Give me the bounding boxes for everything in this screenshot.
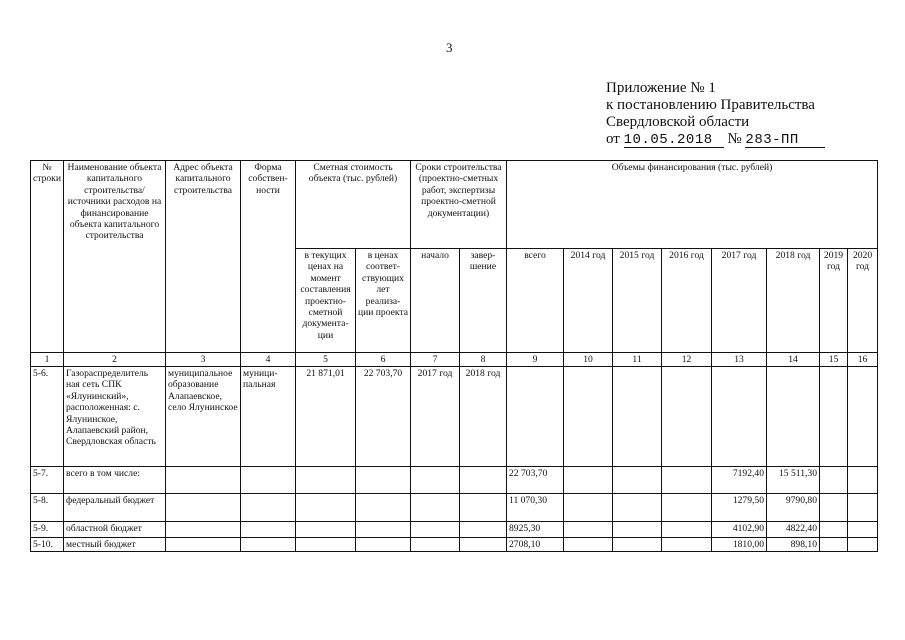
- cost-current: [296, 467, 356, 494]
- ownership-form: [241, 538, 296, 552]
- funding-2019: [820, 494, 848, 522]
- decree-number: 283-ПП: [745, 132, 799, 148]
- start-year: [411, 538, 460, 552]
- funding-2015: [613, 522, 662, 538]
- column-number: 1: [31, 353, 64, 367]
- table-row: [31, 522, 878, 538]
- funding-2018: 898,10: [767, 538, 820, 552]
- funding-2017: [712, 367, 767, 467]
- row-number: 5-10.: [31, 538, 64, 552]
- header-cost-years: в ценах соответ-ствующих лет реализа-ции проекта: [356, 249, 411, 353]
- header-year-2014: 2014 год: [564, 249, 613, 353]
- funding-2020: [848, 467, 878, 494]
- column-number: 13: [712, 353, 767, 367]
- end-year: [460, 538, 507, 552]
- funding-2016: [662, 494, 712, 522]
- header-start: начало: [411, 249, 460, 353]
- column-number: 3: [166, 353, 241, 367]
- end-year: [460, 467, 507, 494]
- row-number: 5-6.: [31, 367, 64, 467]
- appendix-line-3: Свердловской области: [606, 114, 750, 130]
- funding-2014: [564, 522, 613, 538]
- header-funding-volume: Объемы финансирования (тыс. рублей): [507, 161, 878, 249]
- cost-years: [356, 467, 411, 494]
- ownership-form: [241, 467, 296, 494]
- funding-2016: [662, 467, 712, 494]
- appendix-title: Приложение № 1: [606, 80, 716, 96]
- object-name: Газораспределитель ная сеть СПК «Ялунинский», расположенная: с. Ялунинское, Алапаевский район, Свердловская область: [64, 367, 166, 467]
- end-year: [460, 494, 507, 522]
- funding-2018: 4822,40: [767, 522, 820, 538]
- column-number: 8: [460, 353, 507, 367]
- ownership-form: [241, 494, 296, 522]
- funding-total: 8925,30: [507, 522, 564, 538]
- header-year-2020: 2020 год: [848, 249, 878, 353]
- column-number: 7: [411, 353, 460, 367]
- column-number: 9: [507, 353, 564, 367]
- funding-total: 11 070,30: [507, 494, 564, 522]
- header-object-name: Наименование объекта капитального строительства/ источники расходов на финансирование объекта капитального строительства: [64, 161, 166, 353]
- row-number: 5-8.: [31, 494, 64, 522]
- funding-2018: 9790,80: [767, 494, 820, 522]
- funding-2017: 7192,40: [712, 467, 767, 494]
- page-number: 3: [446, 40, 453, 55]
- funding-table: [30, 160, 878, 552]
- funding-2015: [613, 494, 662, 522]
- column-number: 10: [564, 353, 613, 367]
- funding-2014: [564, 538, 613, 552]
- object-name: местный бюджет: [64, 538, 166, 552]
- funding-2014: [564, 494, 613, 522]
- header-ownership: Форма собствен-ности: [241, 161, 296, 353]
- funding-2020: [848, 538, 878, 552]
- decree-date: 10.05.2018: [623, 132, 713, 148]
- funding-2019: [820, 522, 848, 538]
- object-address: [166, 467, 241, 494]
- row-number: 5-9.: [31, 522, 64, 538]
- column-number: 11: [613, 353, 662, 367]
- column-number: 2: [64, 353, 166, 367]
- funding-2016: [662, 522, 712, 538]
- cost-years: [356, 538, 411, 552]
- object-name: федеральный бюджет: [64, 494, 166, 522]
- table-row: [31, 494, 878, 522]
- funding-2014: [564, 367, 613, 467]
- header-cost-current: в текущих ценах на момент составления проектно-сметной документа-ции: [296, 249, 356, 353]
- cost-current: [296, 538, 356, 552]
- funding-2014: [564, 467, 613, 494]
- table-row: [31, 467, 878, 494]
- start-year: [411, 467, 460, 494]
- object-address: [166, 522, 241, 538]
- cost-current: [296, 522, 356, 538]
- funding-2019: [820, 367, 848, 467]
- header-row-number: № строки: [31, 161, 64, 353]
- header-estimated-cost: Сметная стоимость объекта (тыс. рублей): [296, 161, 411, 249]
- column-number-row: [31, 353, 878, 367]
- funding-2016: [662, 538, 712, 552]
- header-total: всего: [507, 249, 564, 353]
- funding-2015: [613, 467, 662, 494]
- object-address: [166, 494, 241, 522]
- cost-years: [356, 494, 411, 522]
- column-number: 12: [662, 353, 712, 367]
- appendix-line-2: к постановлению Правительства: [606, 97, 815, 113]
- column-number: 16: [848, 353, 878, 367]
- column-number: 6: [356, 353, 411, 367]
- header-year-2019: 2019 год: [820, 249, 848, 353]
- column-number: 5: [296, 353, 356, 367]
- funding-2018: 15 511,30: [767, 467, 820, 494]
- funding-2019: [820, 538, 848, 552]
- appendix-block: [606, 80, 825, 148]
- header-end: завер-шение: [460, 249, 507, 353]
- funding-2017: 1810,00: [712, 538, 767, 552]
- header-year-2018: 2018 год: [767, 249, 820, 353]
- ownership-form: [241, 522, 296, 538]
- funding-2020: [848, 494, 878, 522]
- header-construction-terms: Сроки строительства (проектно-сметных работ, экспертизы проектно-сметной документации): [411, 161, 507, 249]
- column-number: 15: [820, 353, 848, 367]
- funding-2020: [848, 522, 878, 538]
- header-year-2016: 2016 год: [662, 249, 712, 353]
- funding-2015: [613, 367, 662, 467]
- object-address: [166, 538, 241, 552]
- column-number: 14: [767, 353, 820, 367]
- appendix-date-line: [606, 131, 825, 148]
- header-year-2017: 2017 год: [712, 249, 767, 353]
- funding-2016: [662, 367, 712, 467]
- cost-years: [356, 522, 411, 538]
- row-number: 5-7.: [31, 467, 64, 494]
- end-year: 2018 год: [460, 367, 507, 467]
- cost-years: 22 703,70: [356, 367, 411, 467]
- funding-2019: [820, 467, 848, 494]
- object-name: областной бюджет: [64, 522, 166, 538]
- ownership-form: муници-пальная: [241, 367, 296, 467]
- column-number: 4: [241, 353, 296, 367]
- from-label: от: [606, 131, 620, 147]
- funding-2017: 4102,90: [712, 522, 767, 538]
- end-year: [460, 522, 507, 538]
- funding-2020: [848, 367, 878, 467]
- start-year: [411, 522, 460, 538]
- header-address: Адрес объекта капитального строительства: [166, 161, 241, 353]
- funding-2017: 1279,50: [712, 494, 767, 522]
- header-year-2015: 2015 год: [613, 249, 662, 353]
- cost-current: [296, 494, 356, 522]
- funding-2018: [767, 367, 820, 467]
- table-row: [31, 367, 878, 467]
- start-year: [411, 494, 460, 522]
- funding-total: 22 703,70: [507, 467, 564, 494]
- table-row: [31, 538, 878, 552]
- funding-total: [507, 367, 564, 467]
- start-year: 2017 год: [411, 367, 460, 467]
- funding-2015: [613, 538, 662, 552]
- object-address: муниципальное образование Алапаевское, село Ялунинское: [166, 367, 241, 467]
- funding-total: 2708,10: [507, 538, 564, 552]
- object-name: всего в том числе:: [64, 467, 166, 494]
- number-label: №: [727, 131, 742, 147]
- cost-current: 21 871,01: [296, 367, 356, 467]
